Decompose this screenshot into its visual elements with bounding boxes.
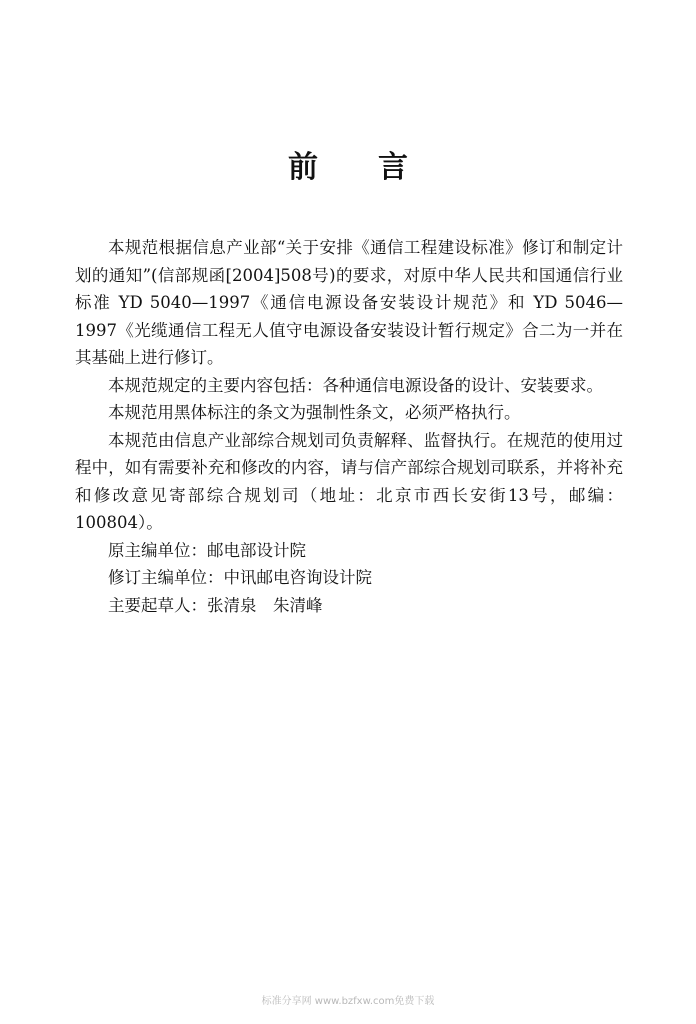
page-title [0, 142, 696, 186]
title-char: 前 [288, 150, 318, 185]
watermark-footer: 标准分享网 www.bzfxw.com免费下载 [261, 996, 435, 1007]
title-char: 言 [378, 150, 408, 185]
paragraph-revision-basis: 本规范根据信息产业部“关于安排《通信工程建设标准》修订和制定计划的通知”(信部规函[2004]508号)的要求，对原中华人民共和国通信行业标准 YD 5040—1997《通信电源设备安装设计规范》和 YD 5046—1997《光缆通信工程无人值守电源设备安装设计暂行规定》合二为一并在其基础上进行修订。 [75, 238, 623, 367]
main-drafters: 主要起草人：张清泉 朱清峰 [108, 595, 323, 615]
paragraph-main-content: 本规范规定的主要内容包括：各种通信电源设备的设计、安装要求。 [108, 375, 603, 395]
paragraph-interpretation: 本规范由信息产业部综合规划司负责解释、监督执行。在规范的使用过程中，如有需要补充和修改的内容，请与信产部综合规划司联系，并将补充和修改意见寄部综合规划司（地址：北京市西长安街13号，邮编：100804）。 [75, 430, 623, 532]
original-editor-unit: 原主编单位：邮电部设计院 [108, 540, 306, 560]
revision-editor-unit: 修订主编单位：中讯邮电咨询设计院 [108, 568, 372, 587]
paragraph-mandatory-clauses: 本规范用黑体标注的条文为强制性条文，必须严格执行。 [108, 403, 521, 422]
body-text [75, 234, 623, 619]
